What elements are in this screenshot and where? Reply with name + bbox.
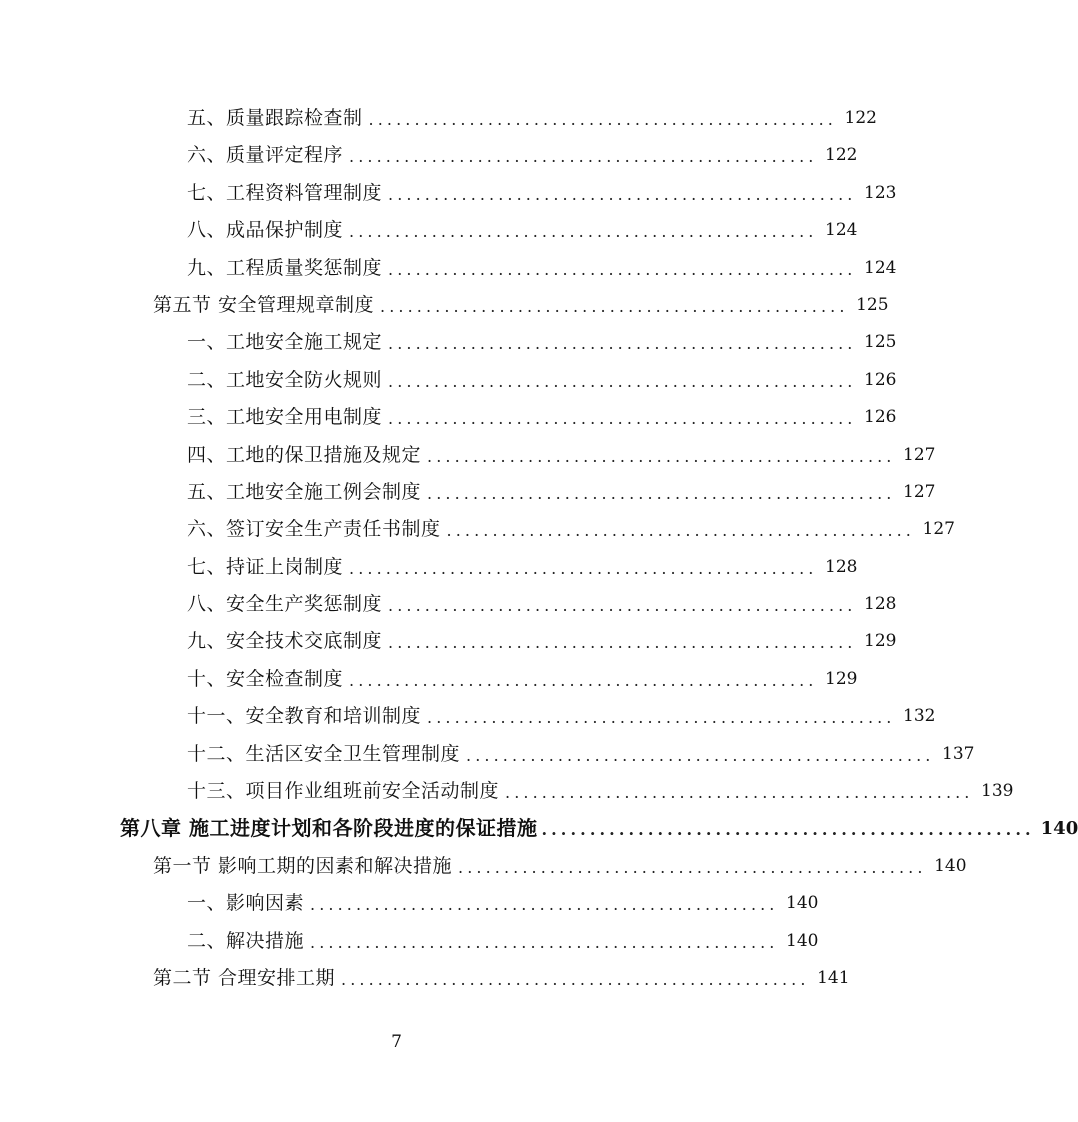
dot-leader: ................................................... [388,633,857,653]
toc-entry-title: 九、工程质量奖惩制度 [187,256,383,279]
dot-leader: ................................................... [427,446,896,466]
toc-entry-item[interactable] [0,100,877,137]
toc-entry-item[interactable] [0,661,858,698]
toc-entry-item[interactable] [0,250,897,287]
toc-entry-page: 128 [825,556,858,577]
page-number: 7 [391,1032,402,1052]
dot-leader: ................................................... [349,670,818,690]
dot-leader: ................................................... [427,708,896,728]
toc-entry-section[interactable] [0,287,889,324]
toc-entry-section[interactable] [0,848,967,885]
toc-entry-item[interactable] [0,623,897,660]
dot-leader: ................................................... [388,184,857,204]
toc-entry-item[interactable] [0,885,819,922]
toc-entry-title: 八、成品保护制度 [187,219,344,242]
toc-entry-title: 五、工地安全施工例会制度 [187,480,422,503]
dot-leader: ................................................... [310,932,779,952]
dot-leader: ................................................... [388,334,857,354]
toc-entry-page: 127 [903,481,936,502]
toc-entry-page: 139 [981,781,1014,802]
toc-entry-item[interactable] [0,399,897,436]
dot-leader: ................................................... [380,296,849,316]
dot-leader: ................................................... [349,147,818,167]
toc-entry-title: 五、质量跟踪检查制 [187,107,363,129]
toc-entry-section[interactable] [0,960,850,997]
dot-leader: ................................................... [505,783,974,803]
toc-entry-page: 129 [864,631,897,652]
toc-entry-page: 124 [864,257,897,278]
toc-entry-page: 127 [922,519,955,540]
toc-entry-item[interactable] [0,437,936,474]
toc-entry-item[interactable] [0,137,858,174]
dot-leader: ................................................... [349,558,818,578]
toc-entry-page: 123 [864,182,897,203]
toc-entry-page: 141 [817,967,850,988]
toc-entry-page: 137 [942,743,975,764]
toc-entry-item[interactable] [0,362,897,399]
toc-entry-item[interactable] [0,549,858,586]
table-of-contents [0,100,1078,997]
dot-leader: ................................................... [458,857,927,877]
toc-entry-chapter[interactable] [0,810,1078,847]
toc-entry-title: 第一节 影响工期的因素和解决措施 [153,854,453,877]
dot-leader: ................................................... [368,110,837,129]
dot-leader: ................................................... [388,409,857,429]
toc-entry-page: 127 [903,444,936,465]
toc-entry-page: 125 [864,332,897,353]
toc-entry-title: 二、解决措施 [187,929,305,952]
toc-entry-title: 九、安全技术交底制度 [187,630,383,653]
toc-entry-page: 126 [864,407,897,428]
toc-entry-page: 140 [934,855,967,876]
toc-entry-page: 122 [825,145,858,166]
toc-entry-item[interactable] [0,773,1014,810]
toc-entry-title: 一、影响因素 [187,892,305,915]
toc-entry-title: 六、质量评定程序 [187,144,344,167]
toc-entry-title: 七、工程资料管理制度 [187,181,383,204]
toc-entry-page: 125 [856,294,889,315]
dot-leader: ................................................... [349,222,818,242]
toc-entry-item[interactable] [0,736,975,773]
toc-entry-title: 十二、生活区安全卫生管理制度 [187,742,461,765]
toc-entry-item[interactable] [0,511,955,548]
dot-leader: ................................................... [388,371,857,391]
toc-entry-title: 三、工地安全用电制度 [187,406,383,429]
toc-entry-title: 一、工地安全施工规定 [187,331,383,354]
toc-entry-title: 四、工地的保卫措施及规定 [187,443,422,466]
toc-entry-page: 140 [1040,818,1078,840]
toc-entry-page: 140 [786,893,819,914]
toc-entry-page: 129 [825,668,858,689]
toc-entry-item[interactable] [0,698,936,735]
toc-entry-title: 十、安全检查制度 [187,667,344,690]
toc-entry-page: 126 [864,369,897,390]
toc-entry-item[interactable] [0,586,897,623]
dot-leader: ................................................... [446,521,915,541]
toc-entry-item[interactable] [0,175,897,212]
toc-entry-title: 第八章 施工进度计划和各阶段进度的保证措施 [120,816,538,841]
dot-leader: ................................................... [466,745,935,765]
toc-entry-title: 七、持证上岗制度 [187,555,344,578]
toc-entry-page: 128 [864,594,897,615]
toc-entry-title: 第二节 合理安排工期 [153,966,336,989]
dot-leader: ................................................... [310,895,779,915]
dot-leader: ................................................... [388,596,857,616]
toc-entry-page: 122 [844,108,877,128]
toc-entry-title: 十三、项目作业组班前安全活动制度 [187,780,500,803]
toc-entry-page: 140 [786,930,819,951]
toc-entry-title: 十一、安全教育和培训制度 [187,705,422,728]
dot-leader: ................................................... [541,820,1035,840]
toc-entry-item[interactable] [0,324,897,361]
toc-entry-title: 二、工地安全防火规则 [187,368,383,391]
dot-leader: ................................................... [388,259,857,279]
dot-leader: ................................................... [427,483,896,503]
toc-entry-title: 八、安全生产奖惩制度 [187,593,383,616]
dot-leader: ................................................... [341,969,810,989]
toc-entry-item[interactable] [0,923,819,960]
toc-entry-item[interactable] [0,474,936,511]
toc-entry-title: 第五节 安全管理规章制度 [153,293,375,316]
toc-entry-page: 132 [903,706,936,727]
toc-entry-title: 六、签订安全生产责任书制度 [187,518,441,541]
toc-entry-item[interactable] [0,212,858,249]
toc-entry-page: 124 [825,220,858,241]
